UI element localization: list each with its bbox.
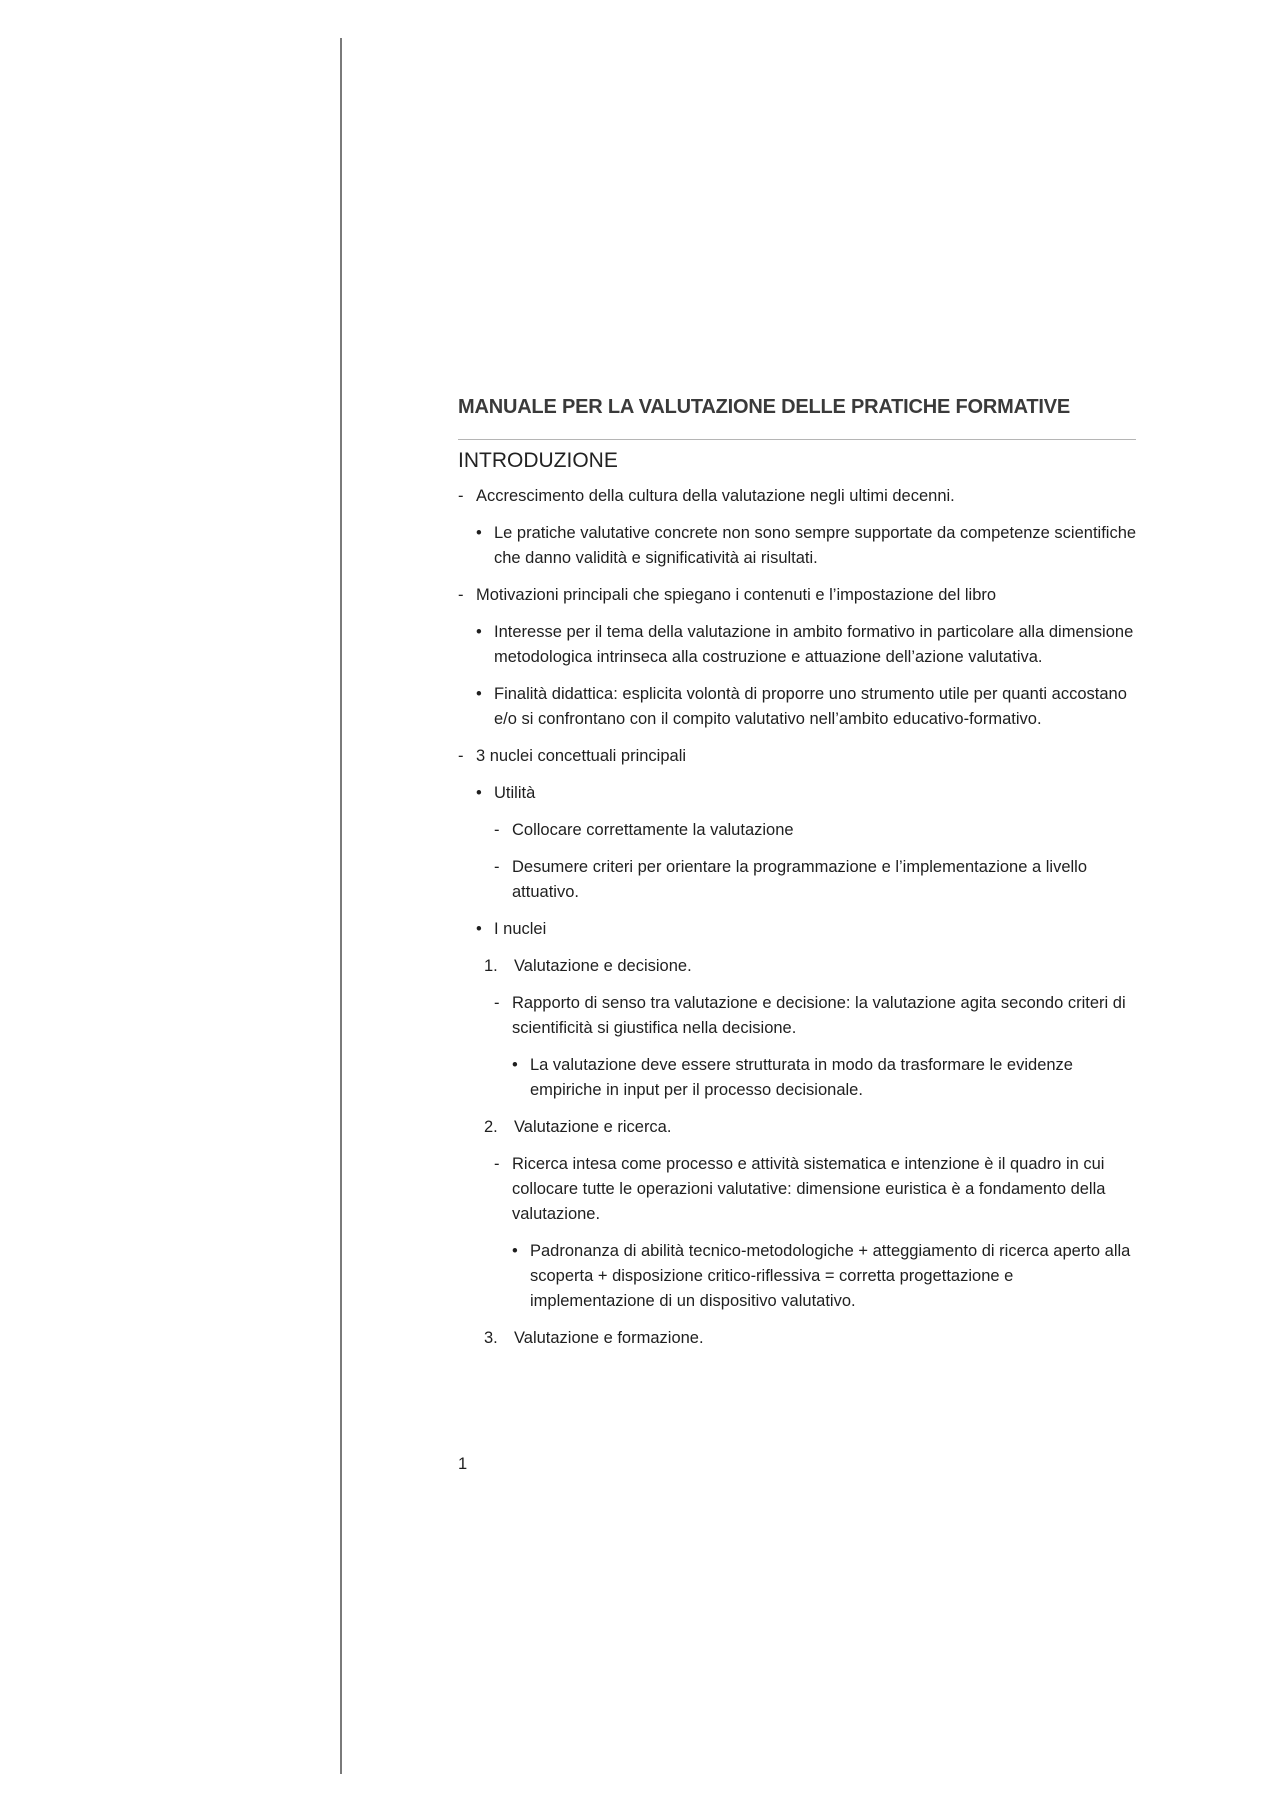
list-item [458,744,1138,769]
bullet-marker: • [512,1056,518,1074]
list-item [458,1239,1138,1314]
list-item [458,1053,1138,1103]
dash-marker: - [494,994,500,1012]
list-item [458,917,1138,942]
item-text: Utilità [494,784,536,802]
list-item [458,1152,1138,1227]
number-marker: 1. [484,957,498,975]
list-item [458,781,1138,806]
item-text: 3 nuclei concettuali principali [476,747,687,765]
numbered-item [458,1115,1138,1140]
bullet-marker: • [476,784,482,802]
section-title: INTRODUZIONE [458,449,618,472]
bullet-marker: • [476,920,482,938]
list-item [458,484,1138,509]
dash-marker: - [458,487,464,505]
item-text: Rapporto di senso tra valutazione e decisione: la valutazione agita secondo criteri di scientificità si giustifica nella decisione. [512,994,1126,1037]
list-item [458,682,1138,732]
item-text: Finalità didattica: esplicita volontà di proporre uno strumento utile per quanti accostano e/o si confrontano con il compito valutativo nell’ambito educativo-formativo. [494,685,1127,728]
item-text: Motivazioni principali che spiegano i contenuti e l’impostazione del libro [476,586,997,604]
list-item [458,620,1138,670]
item-text: Valutazione e formazione. [514,1329,704,1347]
item-text: Collocare correttamente la valutazione [512,821,794,839]
dash-marker: - [494,1155,500,1173]
dash-marker: - [494,858,500,876]
numbered-item [458,1326,1138,1351]
page-content [458,393,1138,1351]
dash-marker: - [458,586,464,604]
item-text: Valutazione e ricerca. [514,1118,672,1136]
document-title: MANUALE PER LA VALUTAZIONE DELLE PRATICHE FORMATIVE [458,396,1071,418]
list-item [458,855,1138,905]
dash-marker: - [458,747,464,765]
item-text: I nuclei [494,920,547,938]
dash-marker: - [494,821,500,839]
item-text: Accrescimento della cultura della valutazione negli ultimi decenni. [476,487,955,505]
list-item [458,818,1138,843]
bullet-marker: • [512,1242,518,1260]
item-text: Le pratiche valutative concrete non sono sempre supportate da competenze scientifiche che danno validità e significatività ai risultati. [494,524,1137,567]
numbered-item [458,954,1138,979]
list-item [458,521,1138,571]
title-divider [458,439,1136,440]
number-marker: 3. [484,1329,498,1347]
number-marker: 2. [484,1118,498,1136]
item-text: La valutazione deve essere strutturata in modo da trasformare le evidenze empiriche in input per il processo decisionale. [530,1056,1073,1099]
item-text: Padronanza di abilità tecnico-metodologiche + atteggiamento di ricerca aperto alla scoperta + disposizione critico-riflessiva = corretta progettazione e implementazione di un dispositivo valutativo. [530,1242,1131,1310]
item-text: Ricerca intesa come processo e attività sistematica e intenzione è il quadro in cui collocare tutte le operazioni valutative: dimensione euristica è a fondamento della valutazione. [512,1155,1106,1223]
bullet-marker: • [476,623,482,641]
margin-rule [340,38,342,1774]
list-item [458,991,1138,1041]
item-text: Desumere criteri per orientare la programmazione e l’implementazione a livello attuativo. [512,858,1088,901]
bullet-marker: • [476,524,482,542]
bullet-marker: • [476,685,482,703]
item-text: Interesse per il tema della valutazione in ambito formativo in particolare alla dimensione metodologica intrinseca alla costruzione e attuazione dell’azione valutativa. [494,623,1134,666]
outline-list [458,484,1138,1351]
item-text: Valutazione e decisione. [514,957,692,975]
list-item [458,583,1138,608]
page-number: 1 [458,1455,468,1473]
